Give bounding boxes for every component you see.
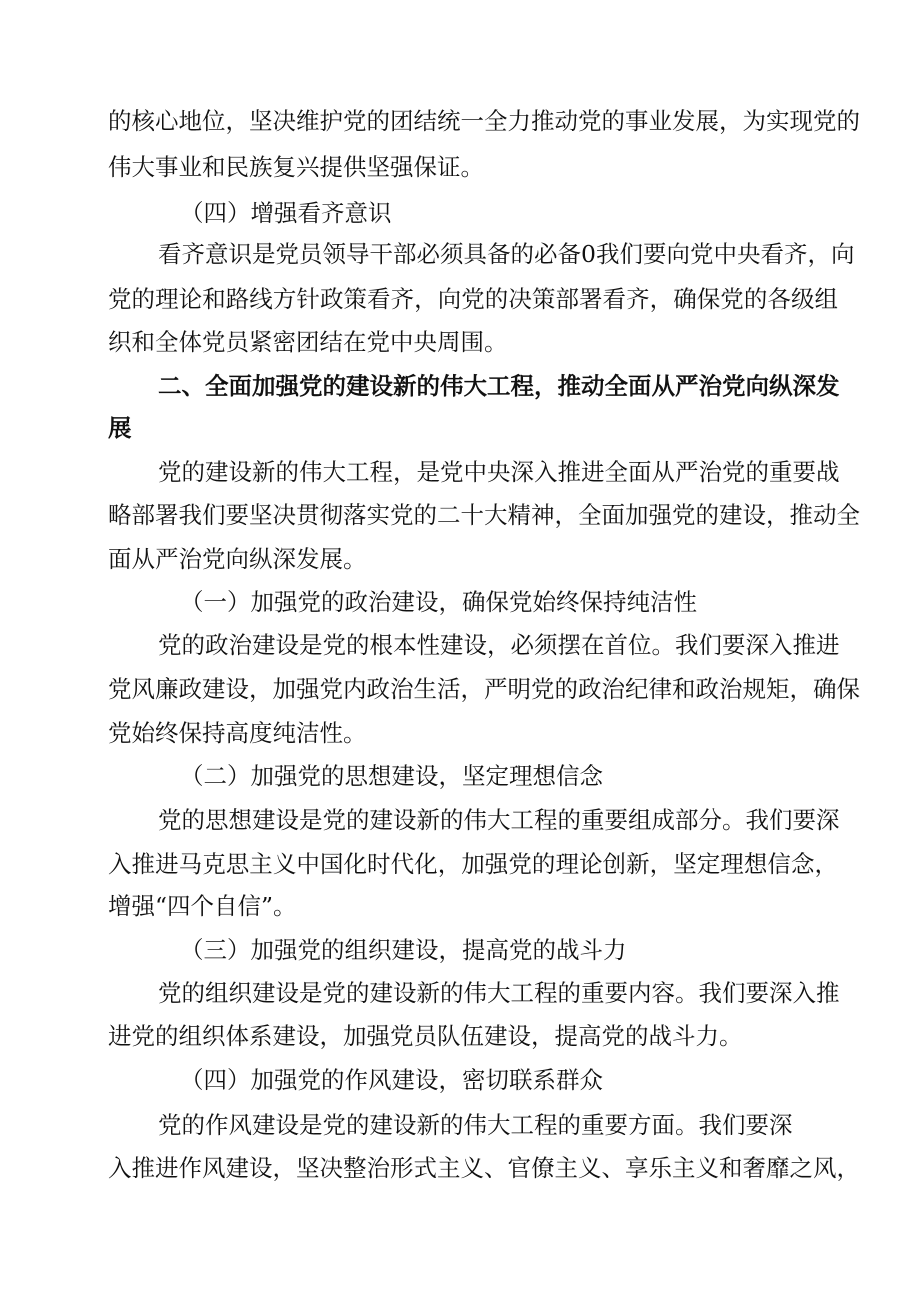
- body-text-line: 伟大事业和民族复兴提供坚强保证。: [108, 153, 484, 181]
- subsection-heading: （一）加强党的政治建设，确保党始终保持纯洁性: [180, 588, 697, 616]
- subsection-heading: （二）加强党的思想建设，坚定理想信念: [180, 762, 603, 790]
- body-text-line: 面从严治党向纵深发展。: [108, 545, 367, 573]
- body-text-line: 党的组织建设是党的建设新的伟大工程的重要内容。我们要深入推: [158, 979, 840, 1007]
- body-text-line: 进党的组织体系建设，加强党员队伍建设，提高党的战斗力。: [108, 1022, 743, 1050]
- body-text-line: 党的思想建设是党的建设新的伟大工程的重要组成部分。我们要深: [158, 806, 840, 834]
- body-text-line: 的核心地位，坚决维护党的团结统一全力推动党的事业发展，为实现党的: [108, 107, 860, 135]
- body-text-line: 入推进作风建设，坚决整治形式主义、官僚主义、享乐主义和奢靡之风，: [108, 1154, 860, 1182]
- subsection-heading: （四）加强党的作风建设，密切联系群众: [180, 1066, 603, 1094]
- body-text-line: 织和全体党员紧密团结在党中央周围。: [108, 328, 508, 356]
- body-text-line: 看齐意识是党员领导干部必须具备的必备0我们要向党中央看齐，向: [158, 240, 855, 268]
- subsection-heading: （三）加强党的组织建设，提高党的战斗力: [180, 936, 627, 964]
- subsection-heading: （四）增强看齐意识: [180, 199, 392, 227]
- section-heading: 二、全面加强党的建设新的伟大工程，推动全面从严治党向纵深发: [158, 372, 840, 400]
- body-text-line: 党的政治建设是党的根本性建设，必须摆在首位。我们要深入推进: [158, 631, 840, 659]
- body-text-line: 党的建设新的伟大工程，是党中央深入推进全面从严治党的重要战: [158, 458, 840, 486]
- body-text-line: 党风廉政建设，加强党内政治生活，严明党的政治纪律和政治规矩，确保: [108, 675, 860, 703]
- section-heading-continued: 展: [108, 414, 132, 442]
- body-text-line: 入推进马克思主义中国化时代化，加强党的理论创新，坚定理想信念，: [108, 850, 838, 878]
- body-text-line: 党始终保持高度纯洁性。: [108, 719, 367, 747]
- body-text-line: 增强“四个自信”。: [108, 892, 297, 920]
- body-text-line: 党的作风建设是党的建设新的伟大工程的重要方面。我们要深: [158, 1111, 793, 1139]
- body-text-line: 党的理论和路线方针政策看齐，向党的决策部署看齐，确保党的各级组: [108, 285, 838, 313]
- body-text-line: 略部署我们要坚决贯彻落实党的二十大精神，全面加强党的建设，推动全: [108, 501, 860, 529]
